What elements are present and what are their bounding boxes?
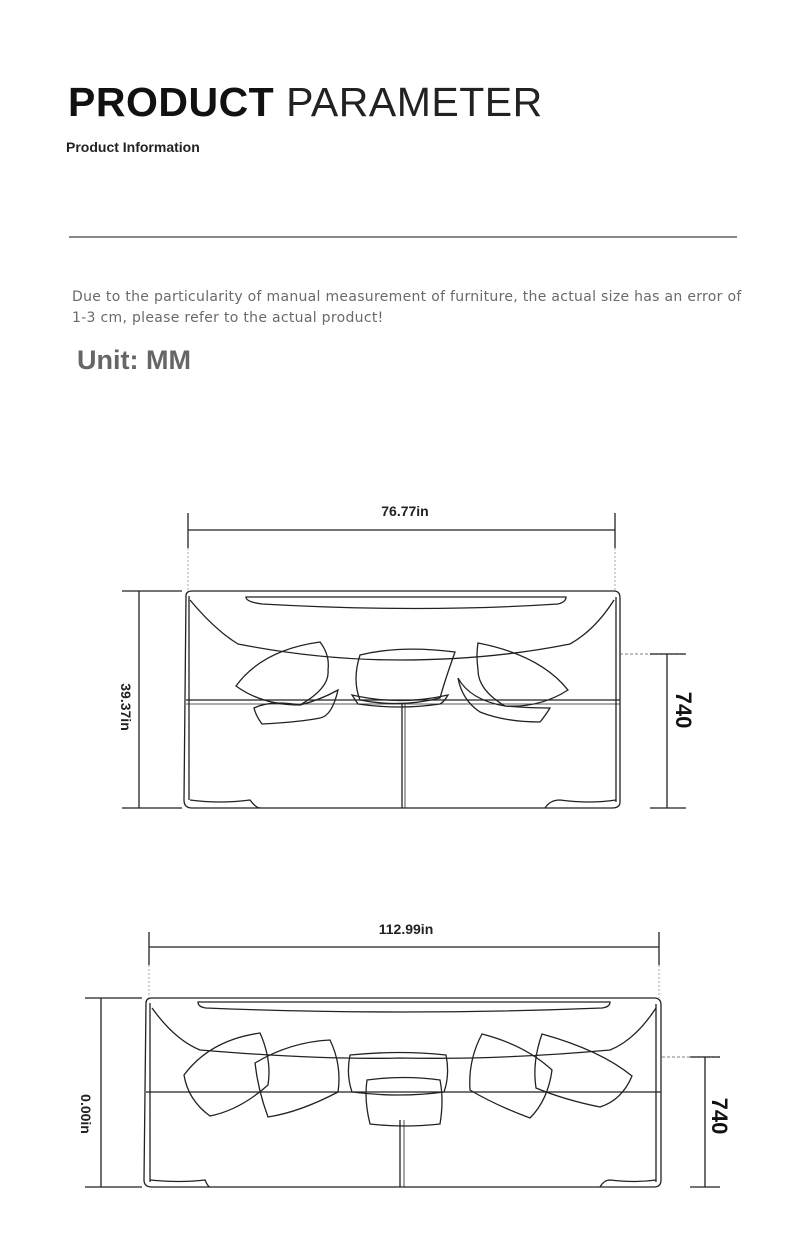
sofa-small-depth-label: 39.37in: [118, 683, 134, 731]
title-bold: PRODUCT: [68, 79, 275, 125]
sofa-large-drawing: [85, 932, 720, 1187]
sofa-small-drawing: [122, 513, 686, 808]
sofa-small-body: [184, 591, 620, 808]
sofa-small-width-dimension: [188, 513, 615, 592]
sofa-large-height-label: 740: [707, 1097, 732, 1135]
sofa-small-width-label: 76.77in: [381, 503, 429, 519]
sofa-large-width-label: 112.99in: [378, 921, 434, 937]
unit-label: Unit: MM: [77, 345, 191, 375]
sofa-large-body: [144, 998, 661, 1187]
sofa-small-height-label: 740: [671, 691, 696, 729]
measurement-notice: Due to the particularity of manual measurement of furniture, the actual size has an error of 1-3 cm, please refer to the actual product!: [72, 289, 742, 326]
sofa-small-height-dimension: [620, 654, 686, 808]
sofa-large-depth-dimension: [85, 998, 142, 1187]
sofa-large-width-dimension: [149, 932, 659, 998]
page-subtitle: Product Information: [66, 139, 200, 155]
sofa-large-depth-label: 0.00in: [78, 1094, 94, 1134]
title-light: PARAMETER: [286, 79, 543, 125]
